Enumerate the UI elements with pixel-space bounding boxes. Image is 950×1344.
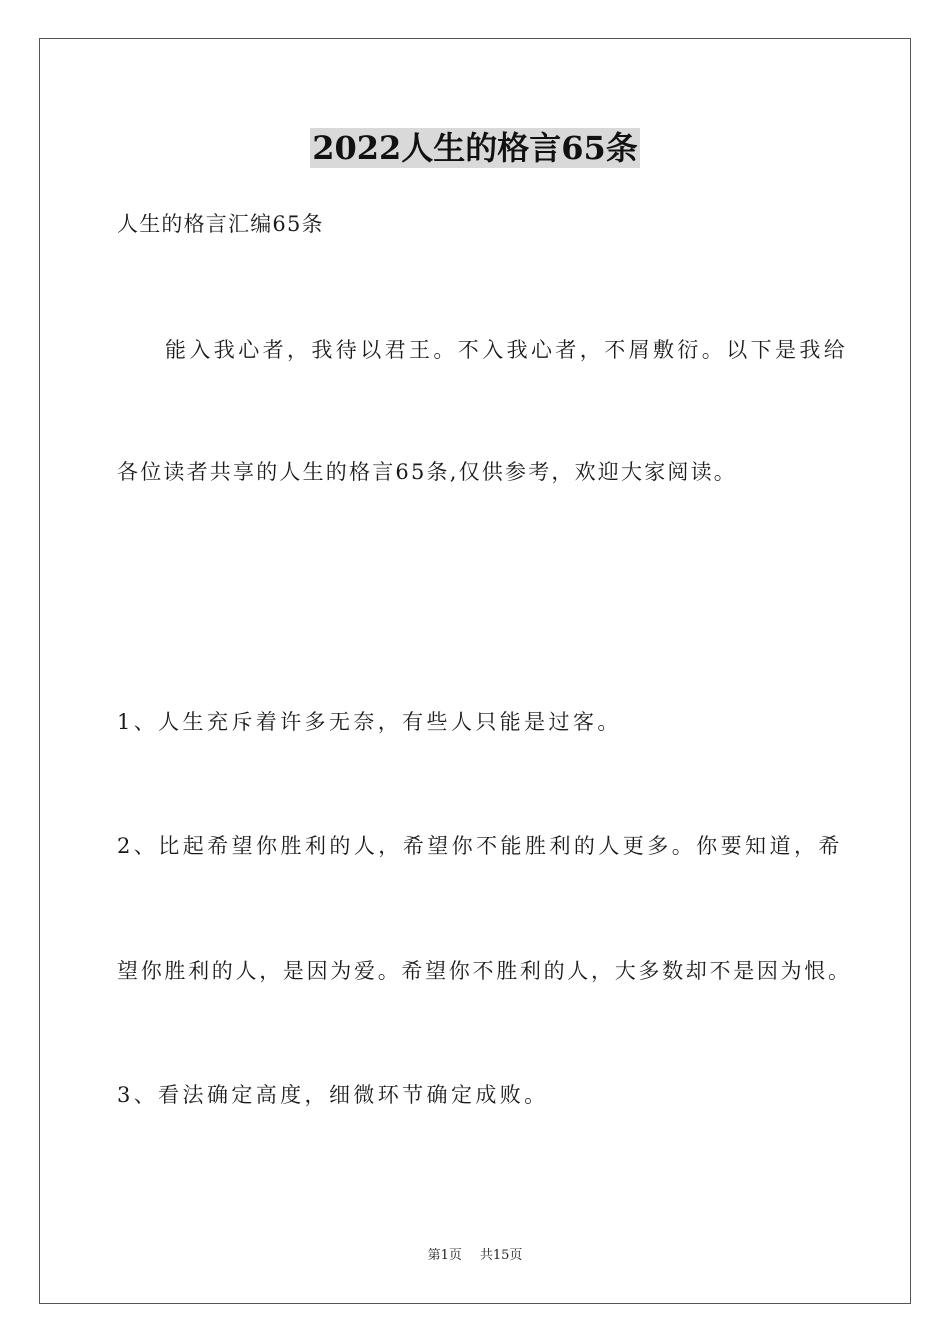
title-container <box>0 128 950 168</box>
document-title: 2022人生的格言65条 <box>312 129 638 167</box>
page-footer <box>0 1247 950 1265</box>
intro-line-1: 能入我心者，我待以君王。不入我心者，不屑敷衍。以下是我给 <box>165 338 849 362</box>
quote-item-2-line-2: 望你胜利的人，是因为爱。希望你不胜利的人，大多数却不是因为恨。 <box>117 959 852 983</box>
quote-item-3: 3、看法确定高度，细微环节确定成败。 <box>117 1083 549 1107</box>
quote-item-1: 1、人生充斥着许多无奈，有些人只能是过客。 <box>117 710 622 734</box>
intro-line-2: 各位读者共享的人生的格言65条,仅供参考，欢迎大家阅读。 <box>117 460 737 484</box>
page-number: 第1页 <box>427 1248 462 1263</box>
document-subtitle: 人生的格言汇编65条 <box>117 212 324 236</box>
page-total: 共15页 <box>479 1248 523 1263</box>
quote-item-2-line-1: 2、比起希望你胜利的人，希望你不能胜利的人更多。你要知道，希 <box>117 834 843 858</box>
